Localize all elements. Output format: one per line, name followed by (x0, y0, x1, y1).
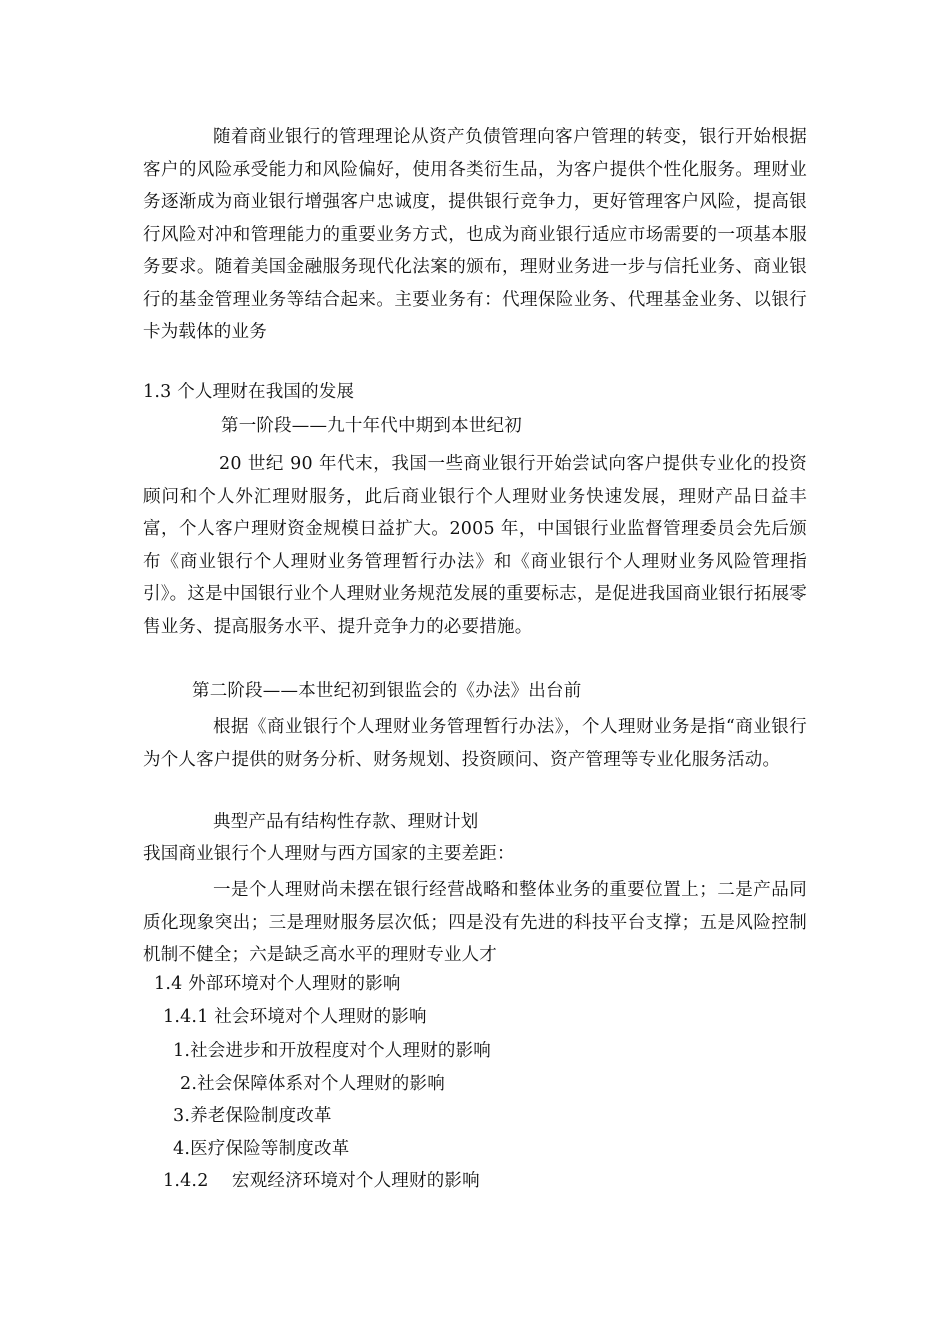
list-item-1: 1.社会进步和开放程度对个人理财的影响 (173, 1041, 491, 1061)
list-item-3: 3.养老保险制度改革 (173, 1106, 332, 1126)
section-heading-1-4: 1.4 外部环境对个人理财的影响 (154, 974, 401, 994)
stage-1-heading: 第一阶段——九十年代中期到本世纪初 (221, 416, 522, 436)
paragraph-gaps: 一是个人理财尚未摆在银行经营战略和整体业务的重要位置上；二是产品同质化现象突出；三是理财服务层次低；四是没有先进的科技平台支撑；五是风险控制机制不健全；六是缺乏高水平的理财专业人才 (143, 880, 807, 965)
stage-2-heading: 第二阶段——本世纪初到银监会的《办法》出台前 (192, 681, 582, 701)
gap-intro-line: 我国商业银行个人理财与西方国家的主要差距： (143, 844, 515, 864)
paragraph-stage-1: 20 世纪 90 年代末，我国一些商业银行开始尝试向客户提供专业化的投资顾问和个人外汇理财服务，此后商业银行个人理财业务快速发展，理财产品日益丰富，个人客户理财资金规模日益扩大。2005 年，中国银行业监督管理委员会先后颁布《商业银行个人理财业务管理暂行办法》和《商业银行个人理财业务风险管理指引》。这是中国银行业个人理财业务规范发展的重要标志，是促进我国商业银行拓展零售业务、提高服务水平、提升竞争力的必要措施。 (143, 454, 807, 637)
section-heading-1-4-1: 1.4.1 社会环境对个人理财的影响 (163, 1007, 427, 1027)
typical-products-line: 典型产品有结构性存款、理财计划 (213, 812, 479, 832)
list-item-4: 4.医疗保险等制度改革 (173, 1139, 350, 1159)
paragraph-bank-theory: 随着商业银行的管理理论从资产负债管理向客户管理的转变，银行开始根据客户的风险承受能力和风险偏好，使用各类衍生品，为客户提供个性化服务。理财业务逐渐成为商业银行增强客户忠诚度，提供银行竞争力，更好管理客户风险，提高银行风险对冲和管理能力的重要业务方式，也成为商业银行适应市场需要的一项基本服务要求。随着美国金融服务现代化法案的颁布，理财业务进一步与信托业务、商业银行的基金管理业务等结合起来。主要业务有：代理保险业务、代理基金业务、以银行卡为载体的业务 (143, 127, 807, 342)
list-item-2: 2.社会保障体系对个人理财的影响 (180, 1074, 445, 1094)
section-heading-1-3: 1.3 个人理财在我国的发展 (143, 382, 355, 402)
section-heading-1-4-2: 1.4.2 宏观经济环境对个人理财的影响 (163, 1171, 480, 1191)
paragraph-definition: 根据《商业银行个人理财业务管理暂行办法》，个人理财业务是指“商业银行为个人客户提供的财务分析、财务规划、投资顾问、资产管理等专业化服务活动。 (143, 717, 807, 770)
